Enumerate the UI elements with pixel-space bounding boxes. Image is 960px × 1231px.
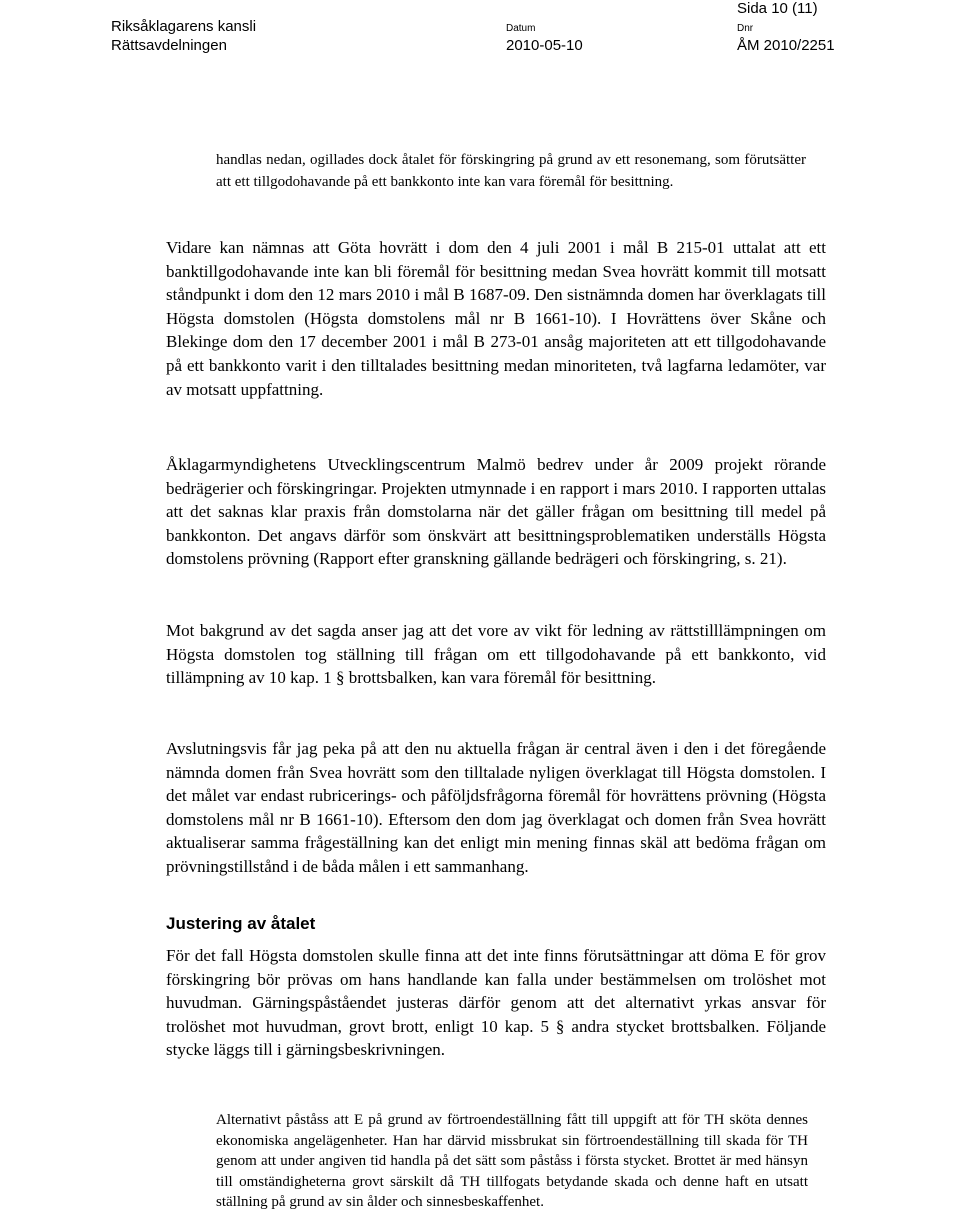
paragraph-utvecklingscentrum: Åklagarmyndighetens Utvecklingscentrum Malmö bedrev under år 2009 projekt rörande bedrägerier och förskingringar. Projekten utmynnade i en rapport i mars 2010. I rapporten uttalas att det saknas klar praxis från domstolarna när det gäller frågan om besittning till medel på bankkonton. Det angavs därför som önskvärt att besittningsproblematiken underställs Högsta domstolens prövning (Rapport efter granskning gällande bedrägeri och förskingring, s. 21). [166,455,826,569]
org-name: Riksåklagarens kansli [111,18,257,35]
paragraph-avslutningsvis: Avslutningsvis får jag peka på att den nu aktuella frågan är central även i den i det föregående nämnda domen från Svea hovrätt som den tilltalade nyligen överklagat till Högsta domstolen. I det målet var endast rubricerings- och påföljdsfrågorna föremål för hovrättens prövning (Högsta domstolens mål nr B 1661-10). Eftersom den dom jag överklagat och domen från Svea hovrätt aktualiserar samma frågeställning kan det enligt min mening finnas skäl att bedöma frågan om prövningstillstånd i de båda målen i ett sammanhang. [166,739,826,876]
page-number: Sida 10 (11) [737,0,818,17]
case-number-value: ÅM 2010/2251 [737,37,835,54]
paragraph-hovratt-cases: Vidare kan nämnas att Göta hovrätt i dom den 4 juli 2001 i mål B 215-01 uttalat att ett banktillgodohavande inte kan bli föremål för besittning medan Svea hovrätt kommit till motsatt ståndpunkt i dom den 12 mars 2010 i mål B 1687-09. Den sistnämnda domen har överklagats till Högsta domstolen (Högsta domstolens mål nr B 1661-10). I Hovrättens över Skåne och Blekinge dom den 17 december 2001 i mål B 273-01 ansåg majoriteten att ett tillgodohavande på ett bankkonto varit i den tilltalades besittning medan minoriteten, två lagfarna ledamöter, var av motsatt uppfattning. [166,238,826,399]
page-header [0,0,960,60]
intro-paragraph: handlas nedan, ogillades dock åtalet för förskingring på grund av ett resonemang, som förutsätter att ett tillgodohavande på ett bankkonto inte kan vara föremål för besittning. [216,152,806,190]
paragraph-mot-bakgrund: Mot bakgrund av det sagda anser jag att det vore av vikt för ledning av rättstilllämpningen om Högsta domstolen tog ställning till frågan om ett tillgodohavande på ett bankkonto, vid tillämpning av 10 kap. 1 § brottsbalken, kan vara föremål för besittning. [166,621,826,688]
section-heading: Justering av åtalet [166,914,316,933]
quoted-charge-text: Alternativt påståss att E på grund av förtroendeställning fått till uppgift att för TH sköta dennes ekonomiska angelägenheter. Han har därvid missbrukat sin förtroendeställning till skada för TH genom att under angiven tid handla på det sätt som påståss i första stycket. Brottet är med hänsyn till omständigheterna grovt särskilt då TH tillfogats betydande skada och denne haft en utsatt ställning på grund av sin ålder och sinnesbeskaffenhet. [216,1112,808,1211]
date-value: 2010-05-10 [506,37,583,54]
department-name: Rättsavdelningen [111,37,227,54]
paragraph-justering: För det fall Högsta domstolen skulle finna att det inte finns förutsättningar att döma E för grov förskingring bör prövas om hans handlande kan falla under bestämmelsen om trolöshet mot huvudman. Gärningspåståendet justeras därför genom att det alternativt yrkas ansvar för trolöshet mot huvudman, grovt brott, enligt 10 kap. 5 § andra stycket brottsbalken. Följande stycke läggs till i gärningsbeskrivningen. [166,946,826,1060]
date-label: Datum [506,23,536,34]
case-number-label: Dnr [737,23,754,34]
